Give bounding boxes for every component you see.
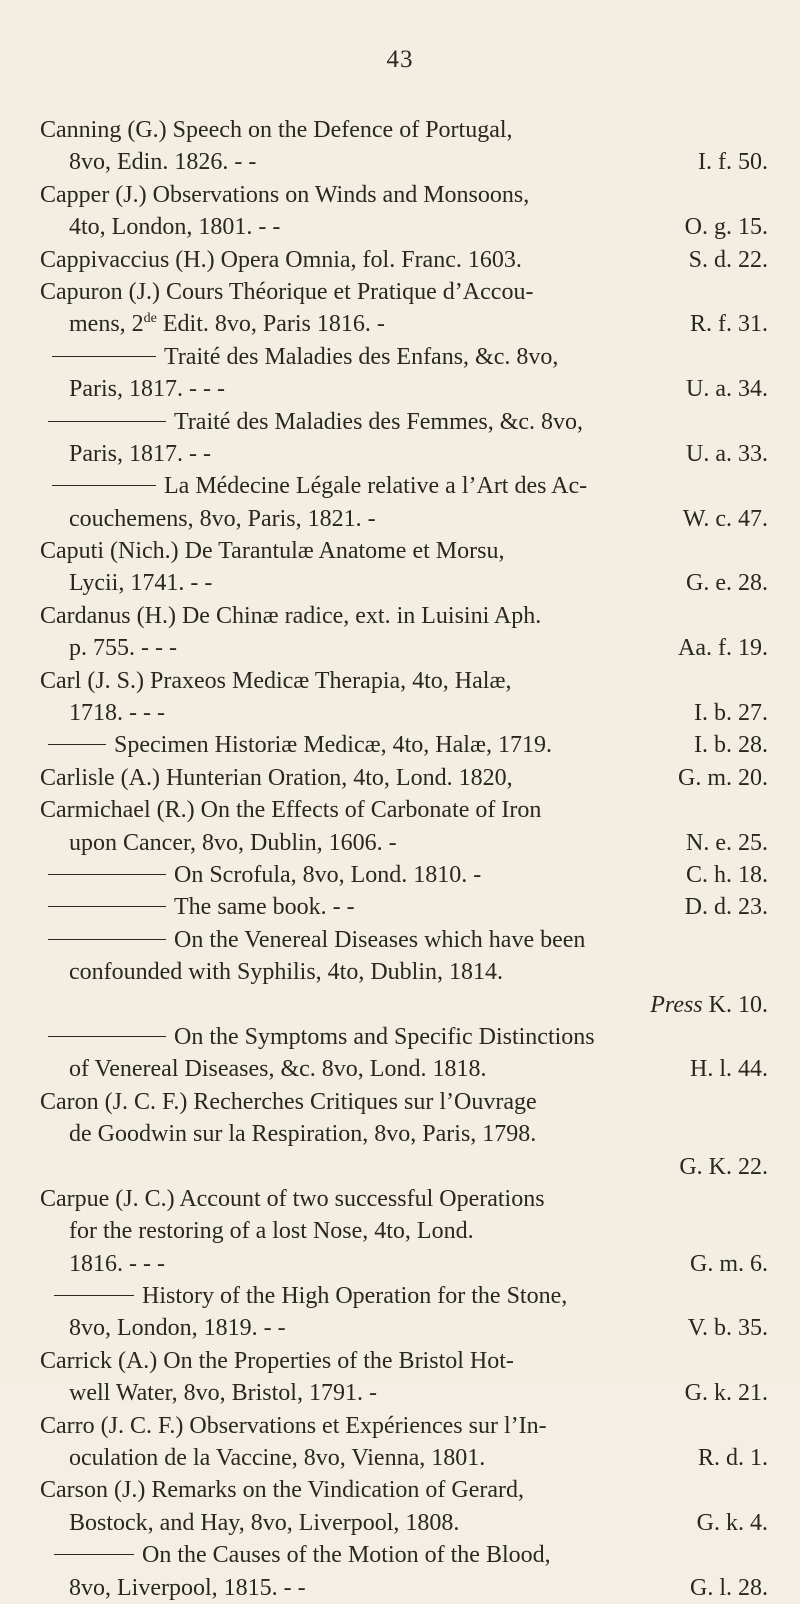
entry-text: On the Symptoms and Specific Distinctions (174, 1023, 595, 1050)
entry-text: couchemens, 8vo, Paris, 1821. - (69, 505, 376, 532)
shelf-mark: I. b. 27. (694, 700, 768, 727)
entry-line: Carson (J.) Remarks on the Vindication of Gerard, (40, 1477, 524, 1504)
catalogue-entry (40, 114, 768, 179)
entry-line (40, 211, 768, 243)
entry-text: Traité des Maladies des Femmes, &c. 8vo, (174, 408, 584, 435)
entry-text: Lycii, 1741. - - (69, 570, 213, 597)
ditto-dash (52, 485, 156, 486)
shelf-mark: U. a. 34. (686, 376, 768, 403)
entry-line (40, 373, 768, 405)
catalogue-entry (40, 179, 768, 244)
shelf-mark: G. e. 28. (686, 570, 768, 597)
entry-line (40, 1151, 768, 1183)
entry-text: History of the High Operation for the Stone, (142, 1283, 568, 1310)
page-number: 43 (386, 46, 414, 73)
shelf-mark: C. h. 18. (685, 861, 768, 888)
entry-line (40, 470, 768, 502)
shelf-mark: I. f. 50. (698, 149, 768, 176)
entry-line (40, 1539, 768, 1571)
entry-text: mens, 2 (69, 311, 144, 338)
entry-line (40, 1572, 768, 1604)
entry-line (40, 1053, 768, 1085)
catalogue-entry (40, 1021, 768, 1086)
entry-text: oculation de la Vaccine, 8vo, Vienna, 1801. (69, 1445, 486, 1472)
entry-text: 1718. - - - (69, 700, 165, 727)
entry-line (40, 244, 768, 276)
entry-line (40, 729, 768, 761)
entry-line: Carmichael (R.) On the Effects of Carbonate of Iron (40, 797, 542, 824)
shelf-mark: S. d. 22. (688, 246, 768, 273)
entry-line (40, 503, 768, 535)
entry-line: Capper (J.) Observations on Winds and Monsoons, (40, 181, 530, 208)
shelf-mark: V. b. 35. (687, 1315, 768, 1342)
entry-line (40, 1312, 768, 1344)
shelf-mark: R. f. 31. (690, 311, 768, 338)
entry-text: 8vo, Liverpool, 1815. - - (69, 1574, 306, 1601)
ditto-dash (48, 421, 166, 422)
shelf-value: K. 10. (708, 991, 768, 1018)
entry-text: Cappivaccius (H.) Opera Omnia, fol. Franc. 1603. (40, 246, 522, 273)
ditto-dash (48, 939, 166, 940)
shelf-mark: U. a. 33. (686, 440, 768, 467)
entry-line (40, 1280, 768, 1312)
entry-text: well Water, 8vo, Bristol, 1791. - (69, 1380, 377, 1407)
entry-text: Paris, 1817. - - (69, 440, 211, 467)
entry-line: Carrick (A.) On the Properties of the Bristol Hot- (40, 1347, 514, 1374)
entry-text: Traité des Maladies des Enfans, &c. 8vo, (164, 343, 559, 370)
entry-text: Carlisle (A.) Hunterian Oration, 4to, Lond. 1820, (40, 764, 513, 791)
entry-line (40, 924, 768, 956)
shelf-mark: G. m. 20. (678, 764, 768, 791)
entry-line: confounded with Syphilis, 4to, Dublin, 1814. (69, 959, 503, 986)
shelf-mark: W. c. 47. (682, 505, 768, 532)
entry-line (40, 308, 768, 340)
catalogue-entries (40, 114, 768, 1604)
catalogue-entry (40, 341, 768, 406)
catalogue-entry (40, 1539, 768, 1604)
shelf-mark (650, 989, 768, 1021)
shelf-mark: D. d. 23. (684, 894, 768, 921)
catalogue-entry (40, 1474, 768, 1539)
catalogue-entry (40, 924, 768, 1021)
entry-line: Capuron (J.) Cours Théorique et Pratique d’Accou- (40, 278, 534, 305)
entry-text: Specimen Historiæ Medicæ, 4to, Halæ, 1719. (114, 732, 552, 759)
ditto-dash (48, 1036, 166, 1037)
shelf-mark: N. e. 25. (686, 829, 768, 856)
entry-line (40, 1248, 768, 1280)
entry-line (40, 1021, 768, 1053)
catalogue-entry (40, 794, 768, 859)
entry-line (40, 859, 768, 891)
shelf-prefix: Press (650, 991, 703, 1018)
ditto-dash (52, 356, 156, 357)
entry-line (40, 1507, 768, 1539)
entry-text: The same book. - - (174, 894, 355, 921)
entry-line: de Goodwin sur la Respiration, 8vo, Paris, 1798. (69, 1121, 537, 1148)
entry-line (40, 762, 768, 794)
entry-line (40, 567, 768, 599)
catalogue-entry (40, 1280, 768, 1345)
entry-text: Paris, 1817. - - - (69, 376, 225, 403)
entry-line (40, 827, 768, 859)
ditto-dash (48, 744, 106, 745)
entry-line: Cardanus (H.) De Chinæ radice, ext. in Luisini Aph. (40, 602, 542, 629)
entry-text: of Venereal Diseases, &c. 8vo, Lond. 1818. (69, 1056, 487, 1083)
shelf-mark: G. m. 6. (690, 1250, 768, 1277)
entry-line (40, 438, 768, 470)
catalogue-entry (40, 470, 768, 535)
superscript: de (143, 311, 157, 327)
catalogue-entry (40, 665, 768, 730)
shelf-mark: R. d. 1. (697, 1445, 768, 1472)
catalogue-entry (40, 1410, 768, 1475)
shelf-mark: G. K. 22. (679, 1153, 768, 1180)
ditto-dash (54, 1554, 134, 1555)
entry-line (40, 989, 768, 1021)
entry-line (40, 146, 768, 178)
entry-line (40, 341, 768, 373)
entry-line: Caron (J. C. F.) Recherches Critiques sur l’Ouvrage (40, 1088, 537, 1115)
entry-text: 1816. - - - (69, 1250, 165, 1277)
catalogue-entry (40, 859, 768, 891)
catalogue-entry (40, 535, 768, 600)
entry-line: for the restoring of a lost Nose, 4to, Lond. (69, 1218, 474, 1245)
shelf-mark: G. k. 21. (684, 1380, 768, 1407)
catalogue-entry (40, 1345, 768, 1410)
entry-line: Carl (J. S.) Praxeos Medicæ Therapia, 4to, Halæ, (40, 667, 512, 694)
catalogue-entry (40, 406, 768, 471)
entry-text: Bostock, and Hay, 8vo, Liverpool, 1808. (69, 1509, 460, 1536)
shelf-mark: I. b. 28. (694, 732, 768, 759)
entry-line (40, 632, 768, 664)
entry-line (40, 406, 768, 438)
entry-line: Canning (G.) Speech on the Defence of Portugal, (40, 117, 513, 143)
entry-text: 8vo, London, 1819. - - (69, 1315, 286, 1342)
shelf-mark: Aa. f. 19. (678, 635, 768, 662)
catalogue-entry (40, 891, 768, 923)
entry-text: upon Cancer, 8vo, Dublin, 1606. - (69, 829, 397, 856)
catalogue-entry (40, 244, 768, 276)
shelf-mark: G. l. 28. (690, 1574, 768, 1601)
entry-text: On the Venereal Diseases which have been (174, 926, 586, 953)
catalogue-entry (40, 729, 768, 761)
entry-line: Carro (J. C. F.) Observations et Expériences sur l’In- (40, 1412, 547, 1439)
catalogue-entry (40, 1086, 768, 1183)
ditto-dash (54, 1295, 134, 1296)
shelf-mark: O. g. 15. (684, 214, 768, 241)
entry-text: Edit. 8vo, Paris 1816. - (156, 311, 385, 338)
shelf-mark: H. l. 44. (690, 1056, 768, 1083)
entry-line (40, 1377, 768, 1409)
entry-line: Carpue (J. C.) Account of two successful Operations (40, 1185, 545, 1212)
entry-text: La Médecine Légale relative a l’Art des Ac- (164, 473, 588, 500)
entry-line (40, 1442, 768, 1474)
entry-line (40, 891, 768, 923)
ditto-dash (48, 906, 166, 907)
catalogue-entry (40, 1183, 768, 1280)
ditto-dash (48, 874, 166, 875)
entry-text: On Scrofula, 8vo, Lond. 1810. - (174, 861, 482, 888)
entry-line: Caputi (Nich.) De Tarantulæ Anatome et Morsu, (40, 538, 505, 565)
entry-text: 4to, London, 1801. - - (69, 214, 281, 241)
entry-text: p. 755. - - - (69, 635, 177, 662)
catalogue-entry (40, 762, 768, 794)
entry-line (40, 697, 768, 729)
entry-text: 8vo, Edin. 1826. - - (69, 149, 257, 176)
catalogue-entry (40, 600, 768, 665)
entry-text: On the Causes of the Motion of the Blood, (142, 1542, 551, 1569)
shelf-mark: G. k. 4. (696, 1509, 768, 1536)
catalogue-entry (40, 276, 768, 341)
